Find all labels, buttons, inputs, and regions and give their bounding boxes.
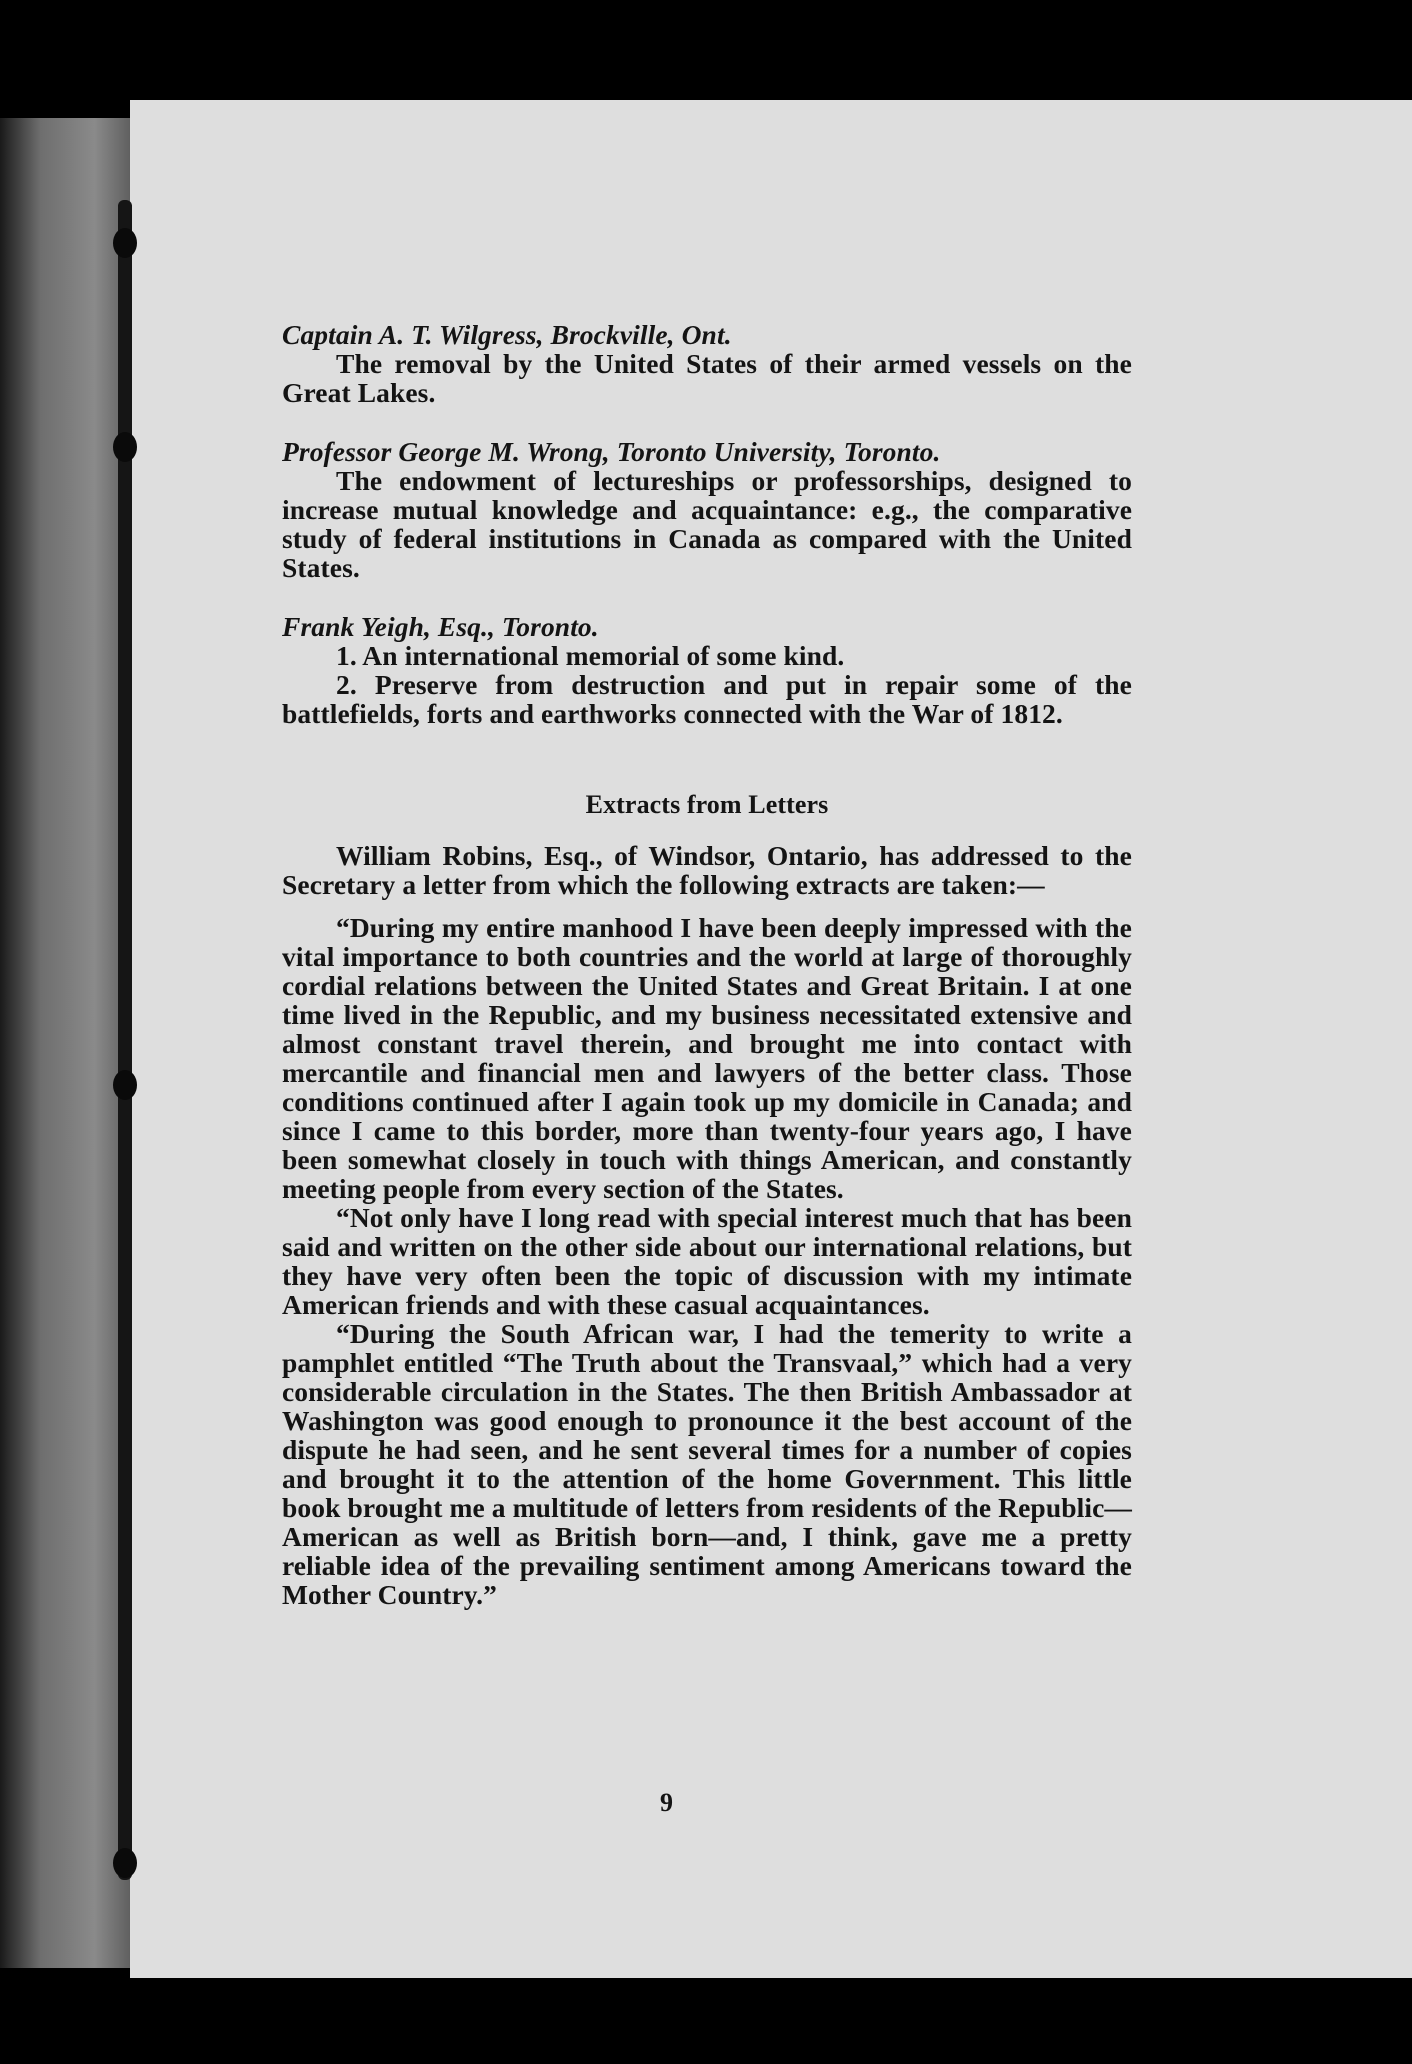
binding-mark [113,1848,137,1878]
page-text [282,320,1132,1609]
entry-yeigh [282,612,1132,728]
entry-wilgress [282,320,1132,407]
binding-mark [113,1070,137,1100]
letter-paragraph: “During the South African war, I had the temerity to write a pamphlet entitled “The Truth about the Transvaal,” which had a very considerable circulation in the States. The then British Ambassador at Washington was good enough to pronounce it the best account of the dispute he had seen, and he sent several times for a number of copies and brought it to the attention of the home Government. This little book brought me a multitude of letters from residents of the Republic—American as well as British born—and, I think, gave me a pretty reliable idea of the prevailing sentiment among Americans toward the Mother Country.” [282,1318,1132,1610]
section-heading: Extracts from Letters [585,790,829,819]
page-number: 9 [660,1788,673,1817]
entry-paragraph: The removal by the United States of their armed vessels on the Great Lakes. [282,348,1132,408]
binding-mark [113,432,137,462]
list-item: 1. An international memorial of some kind. [336,640,845,671]
entry-name: Frank Yeigh, Esq., Toronto. [282,611,599,642]
entry-paragraph: The endowment of lectureships or professorships, designed to increase mutual knowledge and acquaintance: e.g., the comparative study of federal institutions in Canada as compared with the United States. [282,465,1132,583]
entry-name: Professor George M. Wrong, Toronto University, Toronto. [282,436,941,467]
letter-paragraph: “During my entire manhood I have been deeply impressed with the vital importance to both countries and the world at large of thoroughly cordial relations between the United States and Great Britain. I at one time lived in the Republic, and my business necessitated extensive and almost constant travel therein, and brought me into contact with mercantile and financial men and lawyers of the better class. Those conditions continued after I again took up my domicile in Canada; and since I came to this border, more than twenty-four years ago, I have been somewhat closely in touch with things American, and constantly meeting people from every section of the States. [282,912,1132,1204]
extracts-intro: William Robins, Esq., of Windsor, Ontario, has addressed to the Secretary a letter from which the following extracts are taken:— [282,840,1132,900]
list-item: 2. Preserve from destruction and put in repair some of the battlefields, forts and earthworks connected with the War of 1812. [282,669,1132,729]
entry-wrong [282,437,1132,582]
facing-page-edge [0,118,135,1968]
binding-mark [113,228,137,258]
entry-name: Captain A. T. Wilgress, Brockville, Ont. [282,319,732,350]
letter-paragraph: “Not only have I long read with special interest much that has been said and written on the other side about our international relations, but they have very often been the topic of discussion with my intimate American friends and with these casual acquaintances. [282,1202,1132,1320]
